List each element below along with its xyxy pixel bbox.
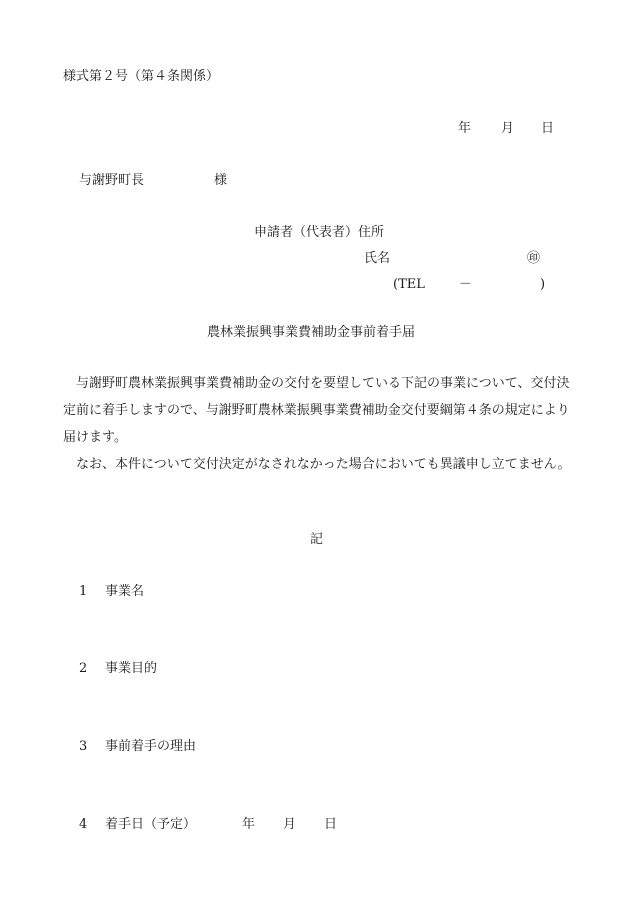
date-day-label: 日 bbox=[541, 121, 555, 136]
body-paragraph-1 bbox=[63, 370, 578, 451]
date-month-label: 月 bbox=[501, 121, 515, 136]
tel-close: ) bbox=[540, 277, 546, 292]
item-1-label: 事業名 bbox=[105, 584, 145, 599]
start-date-month-label: 月 bbox=[283, 817, 297, 832]
seal-mark: ㊞ bbox=[527, 251, 541, 266]
addressee-name: 与謝野町長 bbox=[79, 173, 145, 188]
date-year-label: 年 bbox=[458, 121, 472, 136]
item-2-label: 事業目的 bbox=[105, 661, 158, 676]
applicant-address-label: 申請者（代表者）住所 bbox=[254, 225, 385, 240]
ki-heading: 記 bbox=[310, 532, 324, 547]
item-4-label: 着手日（予定） bbox=[105, 817, 197, 832]
item-3-label: 事前着手の理由 bbox=[105, 739, 197, 754]
body-paragraph-2 bbox=[63, 451, 578, 478]
start-date-day-label: 日 bbox=[324, 817, 338, 832]
applicant-name-label: 氏名 bbox=[364, 251, 391, 266]
addressee-honorific: 様 bbox=[214, 173, 228, 188]
tel-label: (TEL bbox=[393, 277, 425, 292]
item-2-number: 2 bbox=[79, 661, 88, 676]
item-4-number: 4 bbox=[79, 817, 88, 832]
form-number: 様式第２号（第４条関係） bbox=[63, 69, 220, 84]
start-date-year-label: 年 bbox=[242, 817, 256, 832]
body-paragraph-2-text: なお、本件について交付決定がなされなかった場合においても異議申し立てません。 bbox=[76, 457, 571, 472]
item-1-number: 1 bbox=[79, 584, 88, 599]
item-3-number: 3 bbox=[79, 739, 88, 754]
body-paragraph-1-text: 与謝野町農林業振興事業費補助金の交付を要望している下記の事業について、交付決定前に着手しますので、与謝野町農林業振興事業費補助金交付要綱第４条の規定により届けます。 bbox=[63, 376, 570, 445]
tel-dash: － bbox=[459, 277, 473, 292]
document-title: 農林業振興事業費補助金事前着手届 bbox=[207, 325, 416, 340]
